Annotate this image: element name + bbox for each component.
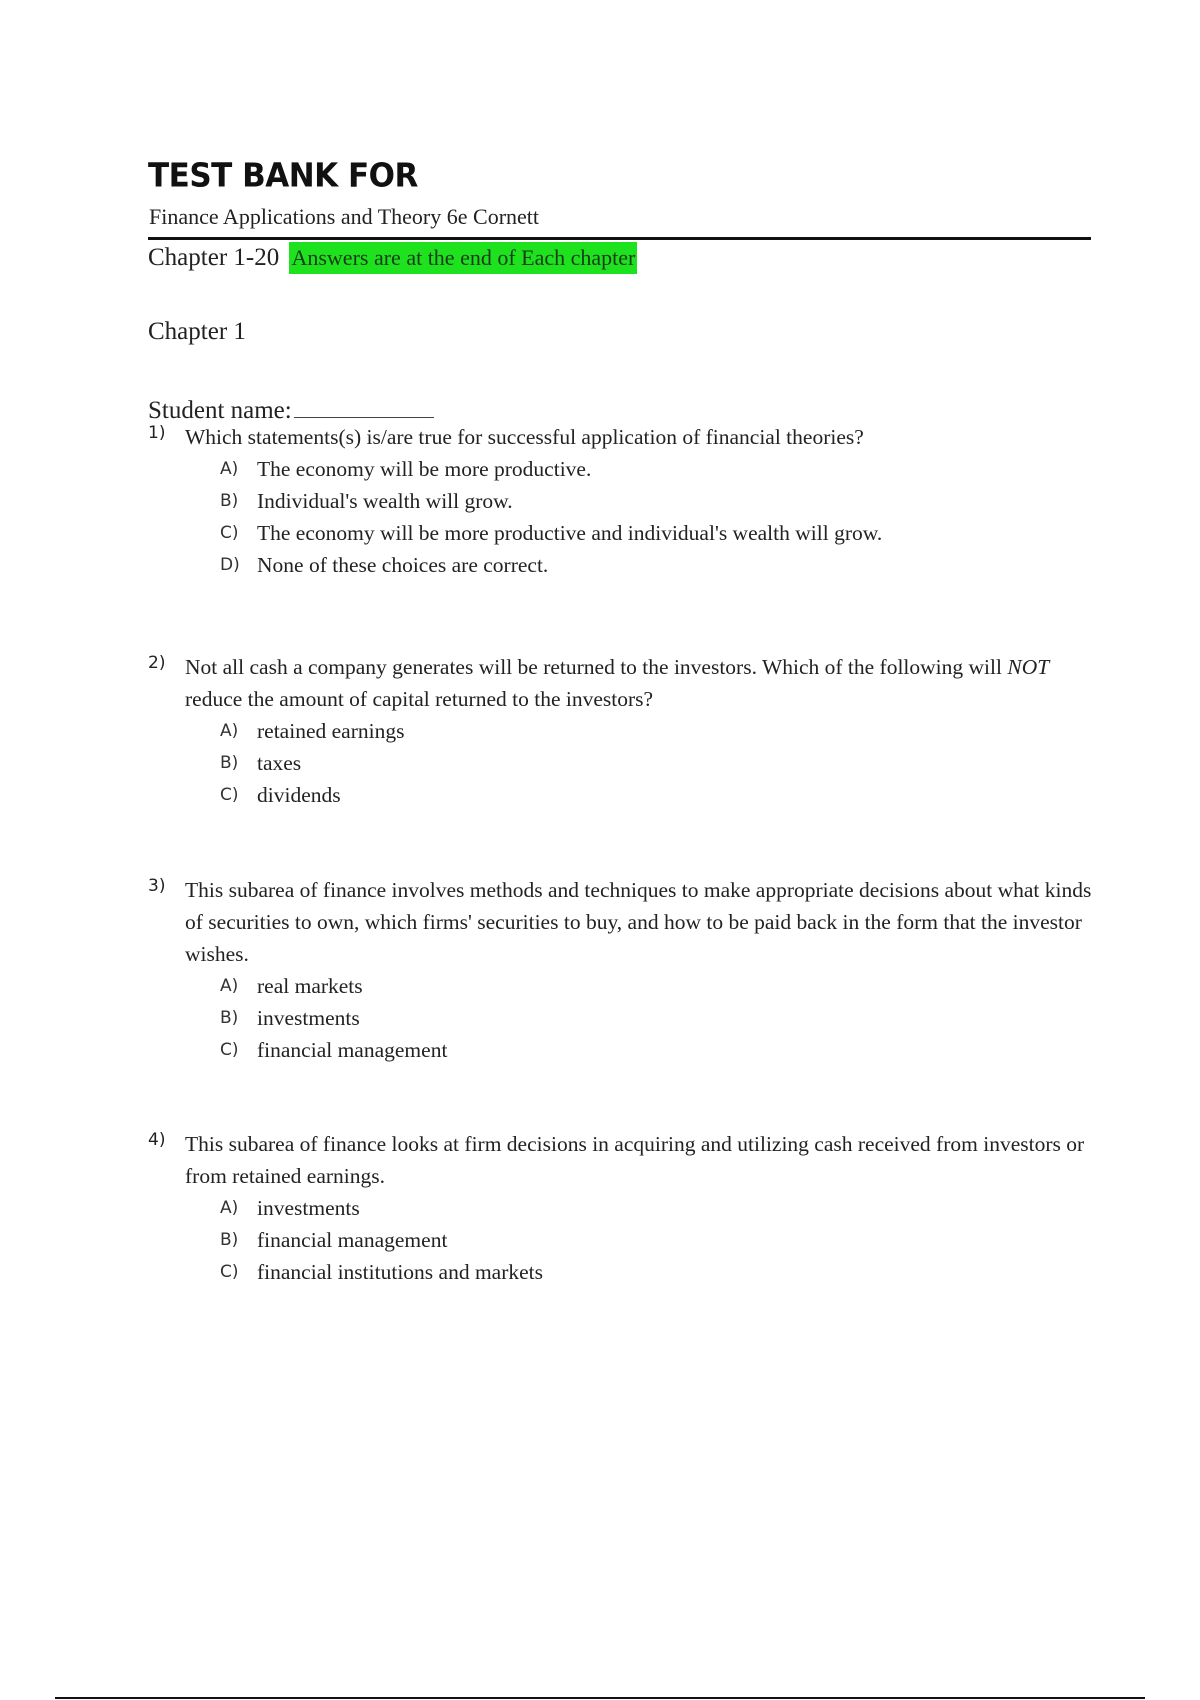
choice-letter: C) bbox=[220, 785, 239, 805]
choice-text: dividends bbox=[257, 783, 341, 807]
question-text-part: Not all cash a company generates will be returned to the investors. Which of the following will bbox=[185, 655, 1008, 679]
choice-text: real markets bbox=[257, 974, 363, 998]
question-number: 3) bbox=[148, 876, 166, 896]
choice-letter: C) bbox=[220, 1040, 239, 1060]
choice-text: financial management bbox=[257, 1228, 448, 1252]
question-3 bbox=[148, 874, 1098, 1066]
header-divider bbox=[148, 237, 1091, 240]
choice-letter: B) bbox=[220, 491, 239, 511]
question-text bbox=[185, 651, 1095, 715]
answer-choice bbox=[148, 779, 1098, 811]
document-title: TEST BANK FOR bbox=[148, 157, 418, 195]
choice-letter: D) bbox=[220, 555, 240, 575]
answer-choice bbox=[148, 715, 1098, 747]
question-text: Which statements(s) is/are true for successful application of financial theories? bbox=[185, 425, 864, 449]
question-1 bbox=[148, 421, 1098, 581]
choice-text: None of these choices are correct. bbox=[257, 553, 549, 577]
answer-choice bbox=[148, 549, 1098, 581]
choice-letter: B) bbox=[220, 1230, 239, 1250]
choice-letter: A) bbox=[220, 721, 239, 741]
answer-choice bbox=[148, 747, 1098, 779]
question-text-emphasis: NOT bbox=[1007, 655, 1050, 679]
answer-choice bbox=[148, 970, 1098, 1002]
choice-letter: A) bbox=[220, 1198, 239, 1218]
question-number: 2) bbox=[148, 653, 166, 673]
choice-letter: B) bbox=[220, 753, 239, 773]
choice-letter: C) bbox=[220, 1262, 239, 1282]
choice-letter: B) bbox=[220, 1008, 239, 1028]
choice-text: financial institutions and markets bbox=[257, 1260, 544, 1284]
question-text: This subarea of finance involves methods and techniques to make appropriate decisions about what kinds of securities to own, which firms' securities to buy, and how to be paid back in the form that the investor wishes. bbox=[185, 878, 1092, 966]
answer-choices bbox=[148, 1192, 1098, 1288]
student-name-blank bbox=[294, 393, 434, 418]
answer-choice bbox=[148, 1224, 1098, 1256]
question-text: This subarea of finance looks at firm decisions in acquiring and utilizing cash received from investors or from retained earnings. bbox=[185, 1132, 1085, 1188]
choice-text: The economy will be more productive and individual's wealth will grow. bbox=[257, 521, 883, 545]
answer-choices bbox=[148, 453, 1098, 581]
answer-choice bbox=[148, 1002, 1098, 1034]
answer-choice bbox=[148, 1192, 1098, 1224]
document-subtitle: Finance Applications and Theory 6e Cornett bbox=[149, 204, 540, 229]
answer-choice bbox=[148, 453, 1098, 485]
choice-letter: A) bbox=[220, 459, 239, 479]
question-2 bbox=[148, 651, 1098, 811]
choice-letter: C) bbox=[220, 523, 239, 543]
choice-text: financial management bbox=[257, 1038, 448, 1062]
choice-letter: A) bbox=[220, 976, 239, 996]
choice-text: retained earnings bbox=[257, 719, 405, 743]
choice-text: investments bbox=[257, 1006, 360, 1030]
choice-text: taxes bbox=[257, 751, 302, 775]
student-name-label: Student name: bbox=[148, 397, 292, 424]
question-text-part: reduce the amount of capital returned to the investors? bbox=[185, 687, 654, 711]
page-bottom-divider bbox=[55, 1697, 1145, 1699]
question-number: 1) bbox=[148, 423, 166, 443]
answers-note-highlight: Answers are at the end of Each chapter bbox=[289, 242, 637, 274]
answer-choices bbox=[148, 970, 1098, 1066]
chapter-heading: Chapter 1 bbox=[148, 318, 246, 345]
question-number: 4) bbox=[148, 1130, 166, 1150]
chapter-range-text: Chapter 1-20 bbox=[148, 244, 280, 271]
answer-choice bbox=[148, 1256, 1098, 1288]
answer-choices bbox=[148, 715, 1098, 811]
question-4 bbox=[148, 1128, 1098, 1288]
chapter-range-line bbox=[148, 244, 637, 272]
answer-choice bbox=[148, 517, 1098, 549]
choice-text: Individual's wealth will grow. bbox=[257, 489, 513, 513]
answer-choice bbox=[148, 1034, 1098, 1066]
answer-choice bbox=[148, 485, 1098, 517]
choice-text: investments bbox=[257, 1196, 360, 1220]
choice-text: The economy will be more productive. bbox=[257, 457, 592, 481]
